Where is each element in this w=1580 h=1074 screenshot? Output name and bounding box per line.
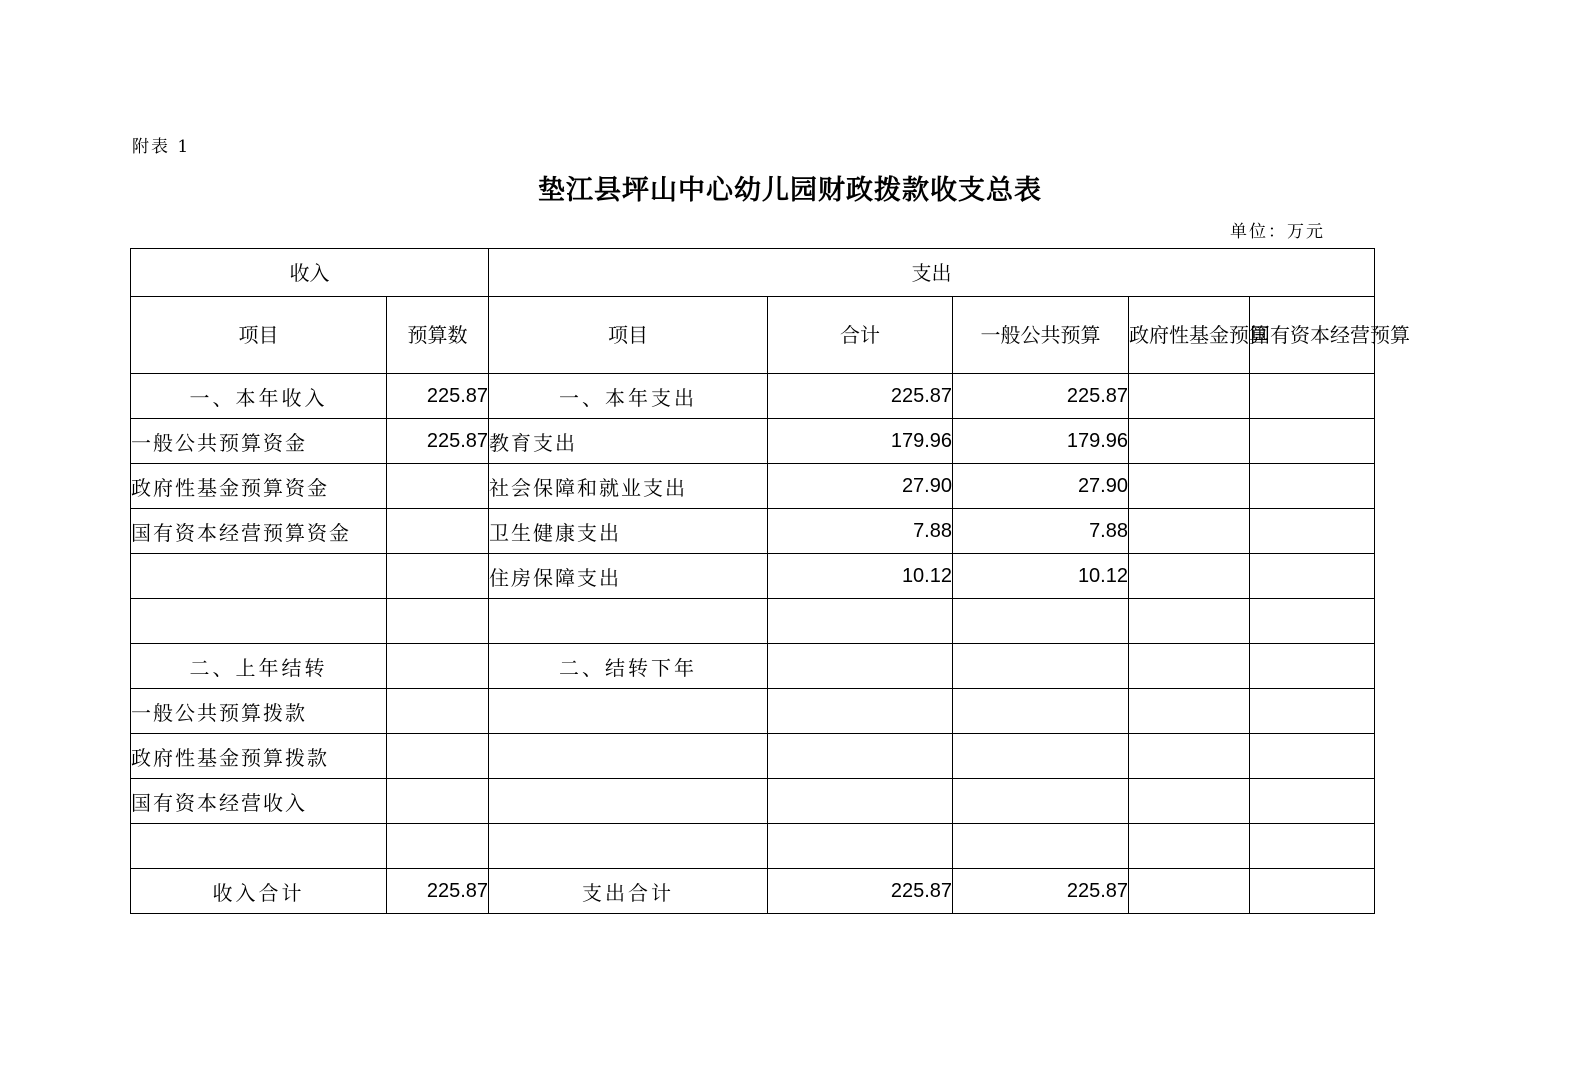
total-cell xyxy=(768,689,953,734)
expense-item-cell xyxy=(489,599,768,644)
gov-fund-cell xyxy=(1129,734,1250,779)
table-row xyxy=(131,374,1375,419)
general-budget-cell xyxy=(953,599,1129,644)
table-row xyxy=(131,824,1375,869)
expense-item-cell: 教育支出 xyxy=(489,419,768,464)
total-cell: 10.12 xyxy=(768,554,953,599)
expense-item-cell: 一、本年支出 xyxy=(489,374,768,419)
general-budget-header: 一般公共预算 xyxy=(953,297,1129,374)
state-capital-cell xyxy=(1250,779,1375,824)
income-item-cell xyxy=(131,599,387,644)
total-header: 合计 xyxy=(768,297,953,374)
table-row xyxy=(131,464,1375,509)
annex-label: 附表 1 xyxy=(132,137,191,157)
expense-item-cell xyxy=(489,734,768,779)
page-title: 垫江县坪山中心幼儿园财政拨款收支总表 xyxy=(538,175,1042,206)
expense-item-header: 项目 xyxy=(489,297,768,374)
state-capital-cell xyxy=(1250,599,1375,644)
table-row xyxy=(131,644,1375,689)
general-budget-cell: 27.90 xyxy=(953,464,1129,509)
table-row xyxy=(131,599,1375,644)
income-item-cell: 一般公共预算拨款 xyxy=(131,689,387,734)
expense-item-cell xyxy=(489,824,768,869)
general-budget-cell: 225.87 xyxy=(953,374,1129,419)
fiscal-summary-table xyxy=(130,248,1410,914)
total-cell: 27.90 xyxy=(768,464,953,509)
table-row xyxy=(131,554,1375,599)
table-row xyxy=(131,689,1375,734)
gov-fund-cell xyxy=(1129,689,1250,734)
income-item-cell xyxy=(131,824,387,869)
income-budget-cell: 225.87 xyxy=(387,419,489,464)
gov-fund-cell xyxy=(1129,374,1250,419)
total-cell xyxy=(768,599,953,644)
gov-fund-cell xyxy=(1129,599,1250,644)
table-row xyxy=(131,734,1375,779)
state-capital-cell xyxy=(1250,644,1375,689)
expense-header: 支出 xyxy=(489,249,1375,297)
income-budget-cell xyxy=(387,824,489,869)
general-budget-cell xyxy=(953,779,1129,824)
table-row xyxy=(131,419,1375,464)
total-cell: 179.96 xyxy=(768,419,953,464)
group-header-row xyxy=(131,249,1375,297)
gov-fund-cell xyxy=(1129,509,1250,554)
gov-fund-cell xyxy=(1129,779,1250,824)
expense-total-label: 支出合计 xyxy=(489,869,768,914)
general-budget-cell xyxy=(953,644,1129,689)
state-capital-cell xyxy=(1250,824,1375,869)
income-budget-cell xyxy=(387,734,489,779)
income-header: 收入 xyxy=(131,249,489,297)
gov-fund-cell xyxy=(1129,464,1250,509)
total-cell xyxy=(768,824,953,869)
expense-item-cell xyxy=(489,689,768,734)
income-budget-cell: 225.87 xyxy=(387,374,489,419)
income-budget-cell xyxy=(387,644,489,689)
income-budget-header: 预算数 xyxy=(387,297,489,374)
unit-label: 单位：万元 xyxy=(1230,222,1325,242)
income-budget-cell xyxy=(387,599,489,644)
state-capital-cell xyxy=(1250,374,1375,419)
expense-item-cell: 住房保障支出 xyxy=(489,554,768,599)
total-cell xyxy=(768,734,953,779)
table-row xyxy=(131,779,1375,824)
total-cell: 225.87 xyxy=(768,374,953,419)
total-cell xyxy=(768,779,953,824)
income-item-cell: 一、本年收入 xyxy=(131,374,387,419)
income-item-header: 项目 xyxy=(131,297,387,374)
totals-row xyxy=(131,869,1375,914)
general-budget-cell: 10.12 xyxy=(953,554,1129,599)
state-capital-cell xyxy=(1250,419,1375,464)
state-capital-cell xyxy=(1250,689,1375,734)
expense-item-cell: 二、结转下年 xyxy=(489,644,768,689)
expense-item-cell: 卫生健康支出 xyxy=(489,509,768,554)
state-capital-cell xyxy=(1250,734,1375,779)
income-total-label: 收入合计 xyxy=(131,869,387,914)
gov-fund-cell xyxy=(1129,419,1250,464)
state-capital-total-value xyxy=(1250,869,1375,914)
income-budget-cell xyxy=(387,689,489,734)
income-item-cell: 政府性基金预算资金 xyxy=(131,464,387,509)
income-item-cell: 一般公共预算资金 xyxy=(131,419,387,464)
gov-fund-total-value xyxy=(1129,869,1250,914)
gov-fund-cell xyxy=(1129,824,1250,869)
income-budget-cell xyxy=(387,464,489,509)
general-budget-total-value: 225.87 xyxy=(953,869,1129,914)
income-item-cell xyxy=(131,554,387,599)
table-row xyxy=(131,509,1375,554)
expense-total-value: 225.87 xyxy=(768,869,953,914)
income-budget-cell xyxy=(387,509,489,554)
gov-fund-cell xyxy=(1129,554,1250,599)
state-capital-cell xyxy=(1250,554,1375,599)
expense-item-cell xyxy=(489,779,768,824)
income-budget-cell xyxy=(387,779,489,824)
general-budget-cell xyxy=(953,734,1129,779)
general-budget-cell: 179.96 xyxy=(953,419,1129,464)
income-item-cell: 国有资本经营收入 xyxy=(131,779,387,824)
gov-fund-budget-header: 政府性基金预算 xyxy=(1129,297,1250,374)
gov-fund-cell xyxy=(1129,644,1250,689)
general-budget-cell: 7.88 xyxy=(953,509,1129,554)
income-item-cell: 国有资本经营预算资金 xyxy=(131,509,387,554)
expense-item-cell: 社会保障和就业支出 xyxy=(489,464,768,509)
income-budget-cell xyxy=(387,554,489,599)
state-capital-budget-header: 国有资本经营预算 xyxy=(1250,297,1375,374)
total-cell xyxy=(768,644,953,689)
income-total-value: 225.87 xyxy=(387,869,489,914)
income-item-cell: 政府性基金预算拨款 xyxy=(131,734,387,779)
general-budget-cell xyxy=(953,824,1129,869)
total-cell: 7.88 xyxy=(768,509,953,554)
income-item-cell: 二、上年结转 xyxy=(131,644,387,689)
state-capital-cell xyxy=(1250,509,1375,554)
column-header-row xyxy=(131,297,1375,374)
state-capital-cell xyxy=(1250,464,1375,509)
general-budget-cell xyxy=(953,689,1129,734)
